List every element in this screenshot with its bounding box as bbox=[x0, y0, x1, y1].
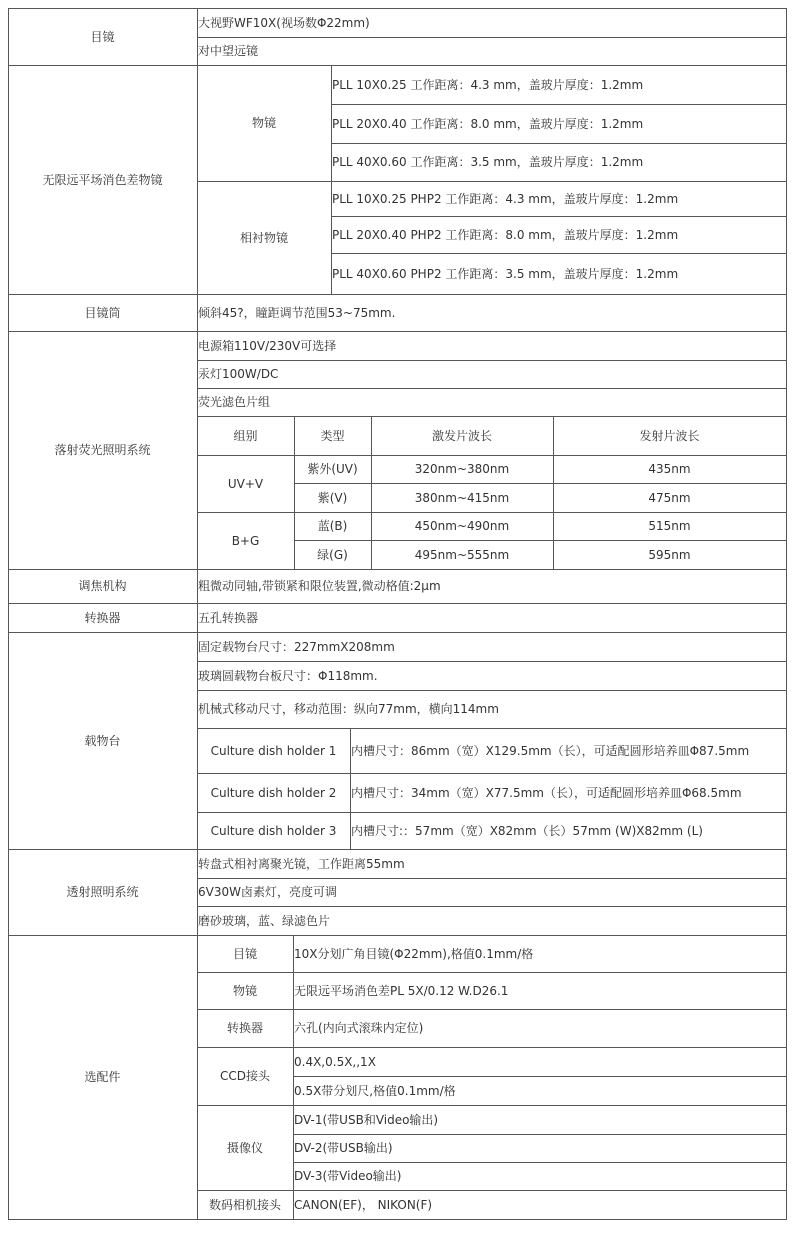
focus-value: 粗微动同轴,带锁紧和限位装置,微动格值:2μm bbox=[198, 579, 441, 593]
filter-type-3: 蓝(B) bbox=[317, 519, 348, 533]
filter-ex-4: 495nm~555nm bbox=[414, 547, 510, 562]
table-border bbox=[197, 512, 787, 513]
table-border bbox=[197, 812, 787, 813]
objective-phase-2: PLL 20X0.40 PHP2 工作距离：8.0 mm，盖玻片厚度：1.2mm bbox=[332, 227, 679, 242]
table-border bbox=[197, 455, 787, 456]
table-border bbox=[331, 216, 787, 217]
optional-ccd-value-2: 0.5X带分划尺,格值0.1mm/格 bbox=[294, 1083, 456, 1098]
table-border bbox=[294, 540, 787, 541]
table-border bbox=[8, 65, 787, 66]
trans-value-3: 磨砂玻璃，蓝、绿滤色片 bbox=[198, 913, 331, 928]
stage-value-3: 机械式移动尺寸，移动范围：纵向77mm，横向114mm bbox=[198, 702, 499, 716]
table-border bbox=[8, 1219, 787, 1220]
table-border bbox=[197, 416, 787, 417]
filter-header-excitation: 激发片波长 bbox=[431, 428, 492, 443]
filter-header-group: 组别 bbox=[233, 428, 258, 443]
optional-dslr-label: 数码相机接头 bbox=[208, 1197, 281, 1212]
optional-ccd-value-1: 0.4X,0.5X,,1X bbox=[294, 1054, 376, 1069]
table-border bbox=[8, 294, 787, 295]
table-border bbox=[293, 1076, 787, 1077]
trans-value-2: 6V30W卤素灯，亮度可调 bbox=[198, 885, 337, 899]
table-border bbox=[8, 849, 787, 850]
table-border bbox=[8, 632, 787, 633]
fluor-value-2: 汞灯100W/DC bbox=[198, 367, 279, 381]
table-border bbox=[331, 104, 787, 105]
row-label-focus: 调焦机构 bbox=[78, 579, 127, 593]
table-border bbox=[8, 8, 787, 9]
stage-value-2: 玻璃圆载物台板尺寸：Φ118mm. bbox=[198, 668, 378, 683]
table-border bbox=[197, 1047, 787, 1048]
optional-dslr-value: CANON(EF)， NIKON(F) bbox=[294, 1197, 433, 1212]
optional-ccd-label: CCD接头 bbox=[220, 1069, 270, 1083]
optional-nosepiece-label: 转换器 bbox=[226, 1021, 263, 1035]
table-border bbox=[331, 143, 787, 144]
table-border bbox=[293, 935, 294, 1219]
table-border bbox=[197, 906, 787, 907]
table-border bbox=[197, 1190, 787, 1191]
sublabel-bright-objective: 物镜 bbox=[251, 116, 276, 130]
filter-em-4: 595nm bbox=[648, 547, 691, 562]
table-border bbox=[294, 416, 295, 569]
row-label-optional: 选配件 bbox=[84, 1070, 121, 1084]
table-border bbox=[197, 1105, 787, 1106]
filter-type-1: 紫外(UV) bbox=[307, 462, 358, 476]
table-border bbox=[197, 972, 787, 973]
table-border bbox=[197, 181, 787, 182]
filter-group-b-g: B+G bbox=[231, 533, 260, 548]
optional-objective-value: 无限远平场消色差PL 5X/0.12 W.D26.1 bbox=[294, 983, 509, 998]
trans-value-1: 转盘式相衬离聚光镜，工作距离55mm bbox=[198, 856, 405, 871]
table-border bbox=[350, 728, 351, 849]
nosepiece-value: 五孔转换器 bbox=[198, 610, 259, 625]
table-border bbox=[197, 690, 787, 691]
row-label-tube: 目镜筒 bbox=[84, 305, 121, 320]
filter-header-emission: 发射片波长 bbox=[639, 428, 700, 443]
optional-camera-value-1: DV-1(带USB和Video输出) bbox=[294, 1112, 439, 1127]
table-border bbox=[786, 8, 787, 1220]
holder-spec-3: 内槽尺寸:：57mm（宽）X82mm（长）57mm (W)X82mm (L) bbox=[351, 823, 703, 838]
filter-em-1: 435nm bbox=[648, 462, 691, 476]
tube-value: 倾斜45?，瞳距调节范围53~75mm. bbox=[198, 305, 396, 320]
sublabel-phase-objective: 相衬物镜 bbox=[239, 230, 288, 245]
optional-eyepiece-value: 10X分划广角目镜(Φ22mm),格值0.1mm/格 bbox=[294, 946, 534, 961]
row-label-objective: 无限远平场消色差物镜 bbox=[42, 172, 163, 187]
table-border bbox=[8, 603, 787, 604]
filter-type-2: 紫(V) bbox=[317, 490, 348, 505]
table-border bbox=[197, 1009, 787, 1010]
filter-type-4: 绿(G) bbox=[317, 547, 348, 562]
table-border bbox=[293, 1134, 787, 1135]
holder-spec-1: 内槽尺寸：86mm（宽）X129.5mm（长），可适配圆形培养皿Φ87.5mm bbox=[351, 743, 750, 758]
table-border bbox=[293, 1162, 787, 1163]
holder-name-1: Culture dish holder 1 bbox=[210, 743, 337, 758]
table-border bbox=[553, 416, 554, 569]
holder-name-3: Culture dish holder 3 bbox=[210, 823, 337, 838]
optional-camera-label: 摄像仪 bbox=[226, 1140, 263, 1155]
filter-em-2: 475nm bbox=[648, 490, 691, 505]
row-label-nosepiece: 转换器 bbox=[84, 610, 121, 625]
table-border bbox=[8, 331, 787, 332]
row-label-eyepiece: 目镜 bbox=[90, 29, 115, 44]
filter-group-uv-v: UV+V bbox=[227, 476, 264, 491]
stage-value-1: 固定载物台尺寸：227mmX208mm bbox=[198, 639, 395, 654]
objective-bright-1: PLL 10X0.25 工作距离：4.3 mm，盖玻片厚度：1.2mm bbox=[332, 77, 644, 92]
table-border bbox=[197, 773, 787, 774]
filter-ex-2: 380nm~415nm bbox=[414, 490, 510, 505]
table-border bbox=[197, 661, 787, 662]
table-border bbox=[197, 360, 787, 361]
holder-spec-2: 内槽尺寸：34mm（宽）X77.5mm（长），可适配圆形培养皿Φ68.5mm bbox=[351, 785, 742, 800]
table-border bbox=[197, 37, 787, 38]
filter-ex-1: 320nm~380nm bbox=[414, 462, 510, 476]
objective-bright-3: PLL 40X0.60 工作距离：3.5 mm，盖玻片厚度：1.2mm bbox=[332, 155, 644, 169]
optional-objective-label: 物镜 bbox=[232, 983, 257, 998]
optional-eyepiece-label: 目镜 bbox=[232, 946, 257, 961]
fluor-value-3: 荧光滤色片组 bbox=[198, 395, 271, 409]
objective-bright-2: PLL 20X0.40 工作距离：8.0 mm，盖玻片厚度：1.2mm bbox=[332, 116, 644, 131]
optional-nosepiece-value: 六孔(内向式滚珠内定位) bbox=[294, 1021, 424, 1035]
objective-phase-1: PLL 10X0.25 PHP2 工作距离：4.3 mm，盖玻片厚度：1.2mm bbox=[332, 191, 679, 206]
objective-phase-3: PLL 40X0.60 PHP2 工作距离：3.5 mm，盖玻片厚度：1.2mm bbox=[332, 266, 679, 281]
filter-em-3: 515nm bbox=[648, 519, 691, 533]
table-border bbox=[331, 65, 332, 294]
eyepiece-value-1: 大视野WF10X(视场数Φ22mm) bbox=[198, 15, 370, 30]
row-label-transmitted: 透射照明系统 bbox=[66, 885, 139, 899]
eyepiece-value-2: 对中望远镜 bbox=[198, 44, 259, 58]
filter-ex-3: 450nm~490nm bbox=[414, 519, 510, 533]
fluor-value-1: 电源箱110V/230V可选择 bbox=[198, 338, 337, 353]
table-border bbox=[8, 935, 787, 936]
optional-camera-value-2: DV-2(带USB输出) bbox=[294, 1141, 393, 1155]
table-border bbox=[197, 878, 787, 879]
table-border bbox=[331, 253, 787, 254]
filter-header-type: 类型 bbox=[320, 428, 345, 443]
table-border bbox=[8, 569, 787, 570]
table-border bbox=[197, 728, 787, 729]
table-border bbox=[294, 483, 787, 484]
holder-name-2: Culture dish holder 2 bbox=[210, 785, 337, 800]
row-label-fluorescence: 落射荧光照明系统 bbox=[54, 443, 151, 457]
table-border bbox=[197, 388, 787, 389]
table-border bbox=[8, 8, 9, 1220]
optional-camera-value-3: DV-3(带Video输出) bbox=[294, 1169, 402, 1183]
row-label-stage: 载物台 bbox=[84, 733, 121, 748]
table-border bbox=[197, 8, 198, 1220]
table-border bbox=[371, 416, 372, 569]
